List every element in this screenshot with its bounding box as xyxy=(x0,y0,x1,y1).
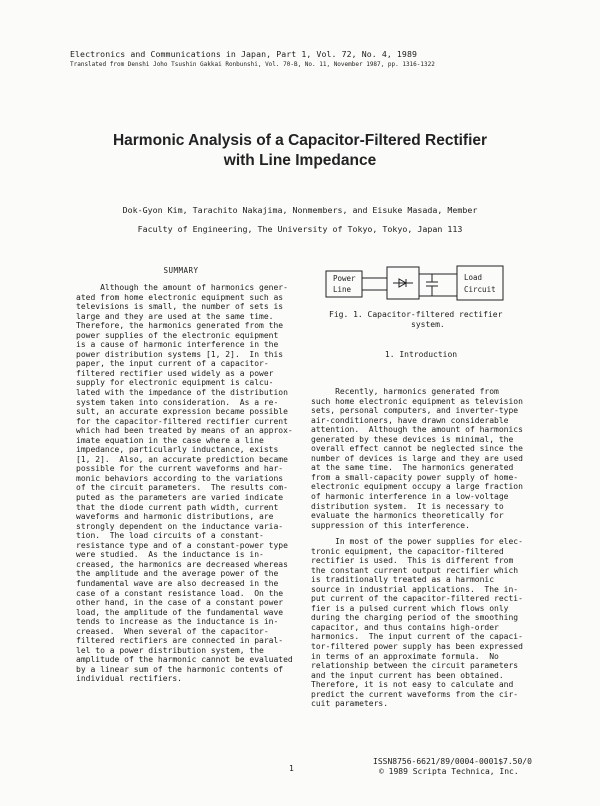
text-line: waveforms and harmonic distributions, are xyxy=(76,512,274,522)
text-line: case of a constant resistance load. On the xyxy=(76,588,284,598)
text-line: sets, personal computers, and inverter-type xyxy=(311,406,519,416)
text-line: of the circuit parameters. The results com- xyxy=(76,483,288,493)
text-line: load, the amplitude of the fundamental wave xyxy=(76,607,284,617)
text-line: generated by these devices is minimal, the xyxy=(311,434,514,444)
title-line-1: Harmonic Analysis of a Capacitor-Filtered Rectifier xyxy=(112,132,488,149)
text-line: power supplies of the electronic equipment xyxy=(76,330,279,340)
summary-text xyxy=(76,283,293,684)
text-line: source in industrial applications. The in- xyxy=(311,584,519,594)
text-line: by a linear sum of the harmonic contents of xyxy=(76,664,284,674)
rectifier-diagram xyxy=(325,262,505,304)
text-line: resistance type and of a constant-power type xyxy=(76,540,288,550)
text-line: cuit parameters. xyxy=(311,699,389,709)
text-line: fundamental wave are also decreased in the xyxy=(76,578,279,588)
text-line: the amplitude and the average power of the xyxy=(76,569,279,579)
text-line: relationship between the circuit parameters xyxy=(311,661,519,671)
text-line: monic behaviors according to the variations xyxy=(76,473,284,483)
text-line: in terms of an approximate formula. No xyxy=(311,651,499,661)
text-line: distribution system. It is necessary to xyxy=(311,501,504,511)
text-line: amplitude of the harmonic cannot be evaluated xyxy=(76,655,293,665)
text-line: tion. The load circuits of a constant- xyxy=(76,531,264,541)
affiliation: Faculty of Engineering, The University of Tokyo, Tokyo, Japan 113 xyxy=(137,224,463,234)
text-line: creased. When several of the capacitor- xyxy=(76,626,269,636)
text-line: Therefore, it is not easy to calculate and xyxy=(311,680,514,690)
text-line: impedance, particularly inductance, exists xyxy=(76,445,279,455)
text-line: tronic equipment, the capacitor-filtered xyxy=(311,546,504,556)
text-line: at the same time. The harmonics generated xyxy=(311,463,514,473)
text-line: of harmonic interference in a low-voltage xyxy=(311,492,509,502)
figure-caption xyxy=(311,310,531,329)
text-line: ated from home electronic equipment such as xyxy=(76,292,284,302)
text-line: system taken into consideration. As a re- xyxy=(76,397,279,407)
paper-title xyxy=(60,131,540,171)
text-line: lel to a power distribution system, the xyxy=(76,645,264,655)
text-line: predict the current waveforms from the cir- xyxy=(311,689,519,699)
text-line: tor-filtered power supply has been expressed xyxy=(311,642,523,652)
text-line: sult, an accurate expression became possible xyxy=(76,407,288,417)
text-line: tends to increase as the inductance is in- xyxy=(76,617,279,627)
diagram-label-line: Line xyxy=(333,285,352,294)
text-line: evaluate the harmonics theoretically for xyxy=(311,511,504,521)
text-line: which had been treated by means of an approx- xyxy=(76,426,293,436)
introduction-paragraph-1 xyxy=(311,387,531,530)
figure-caption-line-2: system. xyxy=(411,319,445,329)
text-line: possible for the current waveforms and har- xyxy=(76,464,284,474)
text-line: rectifier is used. This is different from xyxy=(311,556,514,566)
text-line: put current of the capacitor-filtered recti- xyxy=(311,594,523,604)
text-line: number of devices is large and they are used xyxy=(311,453,523,463)
translation-note: Translated from Denshi Joho Tsushin Gakkai Ronbunshi, Vol. 70-B, No. 11, November 1987, pp. 1316-1322 xyxy=(70,61,435,68)
text-line: attention. Although the amount of harmonics xyxy=(311,425,523,435)
text-line: creased, the harmonics are decreased whereas xyxy=(76,559,288,569)
diagram-label-circuit: Circuit xyxy=(464,285,496,294)
text-line: such home electronic equipment as television xyxy=(311,396,523,406)
text-line: that the diode current path width, current xyxy=(76,502,279,512)
section-heading-introduction: 1. Introduction xyxy=(384,350,458,359)
text-line: Recently, harmonics generated from xyxy=(311,387,499,396)
diagram-label-load: Load xyxy=(464,273,483,282)
text-line: for the capacitor-filtered rectifier current xyxy=(76,416,288,426)
text-line: were studied. As the inductance is in- xyxy=(76,550,264,560)
text-line: during the charging period of the smoothing xyxy=(311,613,519,623)
text-line: is traditionally treated as a harmonic xyxy=(311,575,495,585)
figure-caption-line-1: Fig. 1. Capacitor-filtered rectifier xyxy=(329,310,503,319)
text-line: the constant current output rectifier which xyxy=(311,565,519,575)
text-line: paper, the input current of a capacitor- xyxy=(76,359,269,369)
text-line: fier is a pulsed current which flows only xyxy=(311,603,509,613)
text-line: and the input current has been obtained. xyxy=(311,670,504,680)
summary-heading: SUMMARY xyxy=(163,266,199,275)
copyright-block xyxy=(373,757,532,777)
page-number: 1 xyxy=(289,764,294,773)
text-line: harmonics. The input current of the capaci- xyxy=(311,632,523,642)
text-line: air-conditioners, have drawn considerable xyxy=(311,415,509,425)
text-line: overall effect cannot be neglected since the xyxy=(311,444,523,454)
text-line: imate equation in the case where a line xyxy=(76,435,264,445)
diagram-label-power: Power xyxy=(333,274,356,283)
text-line: from a small-capacity power supply of home- xyxy=(311,472,519,482)
introduction-paragraph-2 xyxy=(311,537,531,709)
text-line: strongly dependent on the inductance varia- xyxy=(76,521,284,531)
issn-line: ISSN8756-6621/89/0004-0001$7.50/0 xyxy=(373,757,532,766)
text-line: electronic equipment occupy a large fraction xyxy=(311,482,523,492)
text-line: individual rectifiers. xyxy=(76,674,182,684)
text-line: filtered rectifier used widely as a power xyxy=(76,368,274,378)
text-line: is a cause of harmonic interference in the xyxy=(76,340,279,350)
text-line: In most of the power supplies for elec- xyxy=(311,537,523,546)
capacitor-icon xyxy=(426,274,438,296)
text-line: Therefore, the harmonics generated from the xyxy=(76,321,284,331)
text-line: puted as the parameters are varied indicate xyxy=(76,493,284,503)
text-line: capacitor, and thus contains high-order xyxy=(311,622,499,632)
authors: Dok-Gyon Kim, Tarachito Nakajima, Nonmembers, and Eisuke Masada, Member xyxy=(122,205,478,215)
journal-header: Electronics and Communications in Japan, Part 1, Vol. 72, No. 4, 1989 xyxy=(70,49,418,59)
text-line: [1, 2]. Also, an accurate prediction became xyxy=(76,454,288,464)
text-line: suppression of this interference. xyxy=(311,520,470,530)
text-line: other hand, in the case of a constant power xyxy=(76,598,284,608)
text-line: televisions is small, the number of sets is xyxy=(76,302,284,312)
text-line: lated with the impedance of the distribution xyxy=(76,388,288,398)
text-line: supply for electronic equipment is calcu- xyxy=(76,378,274,388)
diode-icon xyxy=(393,279,413,287)
text-line: power distribution systems [1, 2]. In this xyxy=(76,349,284,359)
text-line: large and they are used at the same time. xyxy=(76,311,274,321)
text-line: Although the amount of harmonics gener- xyxy=(76,283,288,292)
copyright-line: © 1989 Scripta Technica, Inc. xyxy=(379,767,519,776)
title-line-2: with Line Impedance xyxy=(223,152,377,169)
text-line: filtered rectifiers are connected in paral- xyxy=(76,636,284,646)
